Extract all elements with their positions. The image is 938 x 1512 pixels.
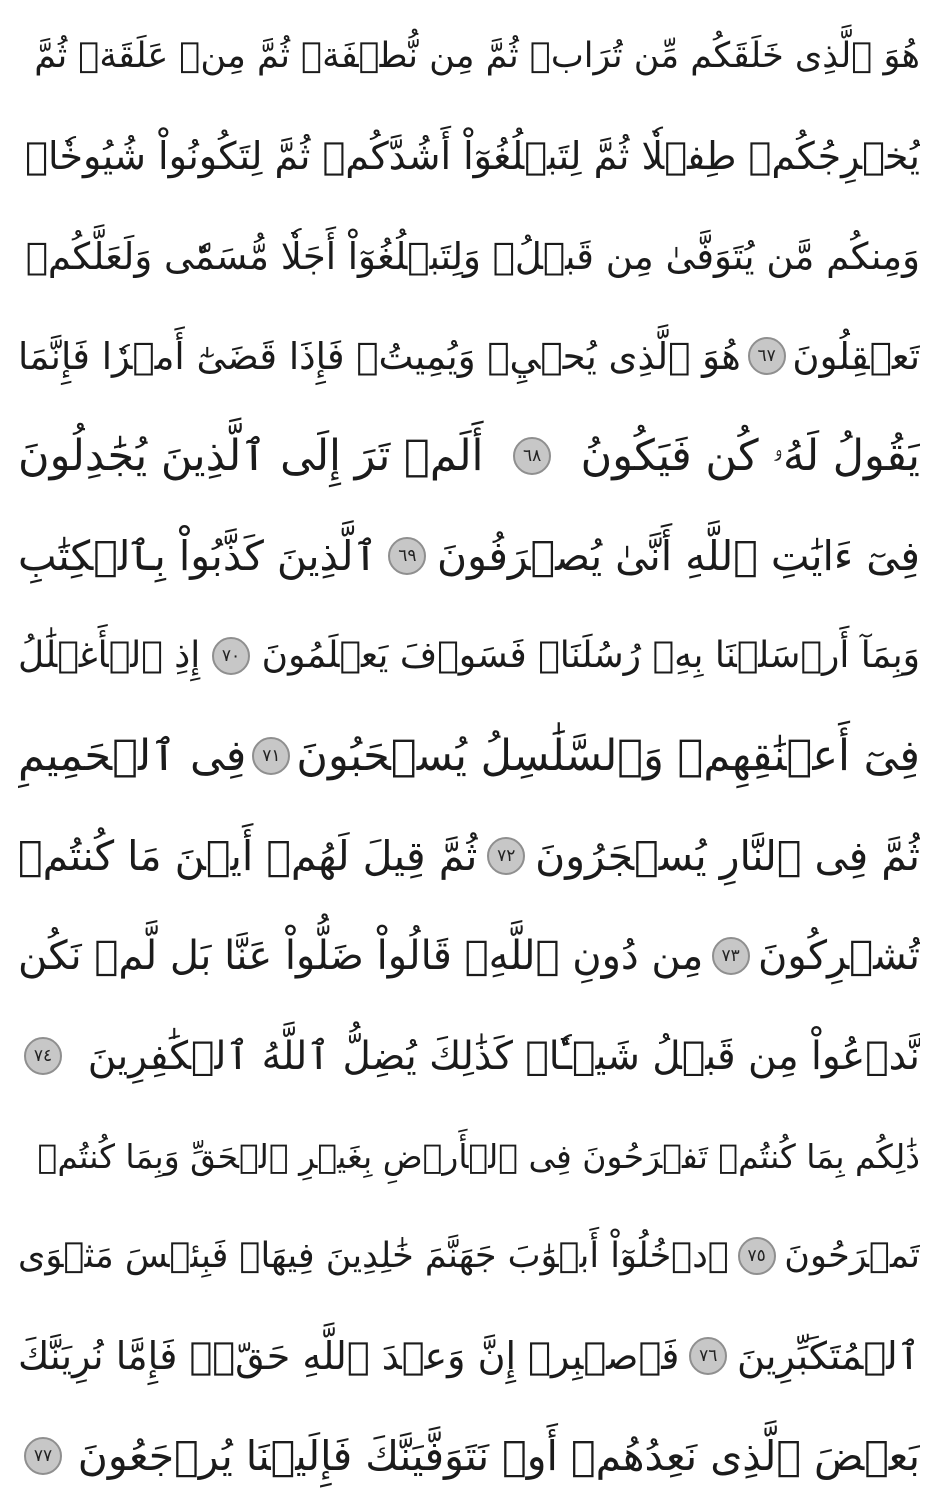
text-line-6 — [18, 506, 920, 606]
line-text: فِىٓ أَعۡنَٰقِهِمۡ وَٱلسَّلَٰسِلُ يُسۡحَبُونَ — [296, 730, 920, 781]
line-text: يُخۡرِجُكُمۡ طِفۡلٗا ثُمَّ لِتَبۡلُغُوٓاْ أَشُدَّكُمۡ ثُمَّ لِتَكُونُواْ شُيُوخٗاۚ — [25, 134, 920, 178]
line-text: فِىٓ ءَايَٰتِ ٱللَّهِ أَنَّىٰ يُصۡرَفُونَ — [437, 531, 920, 580]
ayah-number-marker: ٦٨ — [513, 437, 551, 475]
line-text: تُشۡرِكُونَ — [758, 933, 920, 979]
line-text: ٱدۡخُلُوٓاْ أَبۡوَٰبَ جَهَنَّمَ خَٰلِدِينَ فِيهَاۖ فَبِئۡسَ مَثۡوَى — [18, 1235, 729, 1276]
text-line-13 — [18, 1206, 920, 1306]
text-line-14 — [18, 1306, 920, 1406]
line-text: وَبِمَآ أَرۡسَلۡنَا بِهِۦ رُسُلَنَاۖ فَسَوۡفَ يَعۡلَمُونَ — [261, 635, 920, 676]
text-line-3 — [18, 206, 920, 306]
line-text: فِى ٱلۡحَمِيمِ — [18, 730, 247, 781]
ayah-number-marker: ٧٦ — [689, 1337, 727, 1375]
line-text: فَٱصۡبِرۡ إِنَّ وَعۡدَ ٱللَّهِ حَقّٞۚ فَإِمَّا نُرِيَنَّكَ — [18, 1334, 680, 1378]
line-text: ٱلَّذِينَ كَذَّبُواْ بِٱلۡكِتَٰبِ — [18, 531, 378, 580]
line-text: نَّدۡعُواْ مِن قَبۡلُ شَيۡـٔٗاۚ كَذَٰلِكَ يُضِلُّ ٱللَّهُ ٱلۡكَٰفِرِينَ — [87, 1033, 920, 1079]
ayah-number-marker: ٧٥ — [738, 1237, 776, 1275]
line-text: أَلَمۡ تَرَ إِلَى ٱلَّذِينَ يُجَٰدِلُونَ — [18, 430, 484, 481]
line-text: ٱلۡمُتَكَبِّرِينَ — [736, 1334, 920, 1378]
line-text: إِذِ ٱلۡأَغۡلَٰلُ — [18, 635, 201, 676]
line-text: تَعۡقِلُونَ — [792, 334, 920, 378]
text-line-7 — [18, 606, 920, 706]
line-text: ثُمَّ قِيلَ لَهُمۡ أَيۡنَ مَا كُنتُمۡ — [18, 831, 478, 880]
text-line-12 — [18, 1106, 920, 1206]
text-line-9 — [18, 806, 920, 906]
verse-lines — [18, 6, 920, 1506]
line-text: هُوَ ٱلَّذِى خَلَقَكُم مِّن تُرَابٖ ثُمَّ مِن نُّطۡفَةٖ ثُمَّ مِنۡ عَلَقَةٖ ثُمَّ — [34, 35, 920, 76]
line-text: مِن دُونِ ٱللَّهِۖ قَالُواْ ضَلُّواْ عَنَّا بَل لَّمۡ نَكُن — [18, 933, 704, 979]
text-line-5 — [18, 406, 920, 506]
ayah-number-marker: ٦٧ — [748, 337, 786, 375]
ayah-number-marker: ٧٧ — [24, 1437, 62, 1475]
line-text: وَمِنكُم مَّن يُتَوَفَّىٰ مِن قَبۡلُۖ وَلِتَبۡلُغُوٓاْ أَجَلٗا مُّسَمّٗى وَلَعَلَّكُمۡ — [25, 234, 920, 278]
text-line-15 — [18, 1406, 920, 1506]
ayah-number-marker: ٧٣ — [712, 937, 750, 975]
ayah-number-marker: ٧٠ — [212, 637, 250, 675]
text-line-2 — [18, 106, 920, 206]
ayah-number-marker: ٧٢ — [487, 837, 525, 875]
text-line-10 — [18, 906, 920, 1006]
text-line-8 — [18, 706, 920, 806]
ayah-number-marker: ٧١ — [252, 737, 290, 775]
text-line-4 — [18, 306, 920, 406]
line-text: هُوَ ٱلَّذِى يُحۡيِۦ وَيُمِيتُۖ فَإِذَا قَضَىٰٓ أَمۡرٗا فَإِنَّمَا — [18, 334, 741, 378]
line-text: بَعۡضَ ٱلَّذِى نَعِدُهُمۡ أَوۡ نَتَوَفَّيَنَّكَ فَإِلَيۡنَا يُرۡجَعُونَ — [77, 1431, 920, 1480]
ayah-number-marker: ٦٩ — [388, 537, 426, 575]
line-text: ذَٰلِكُم بِمَا كُنتُمۡ تَفۡرَحُونَ فِى ٱلۡأَرۡضِ بِغَيۡرِ ٱلۡحَقِّ وَبِمَا كُنتُمۡ — [37, 1136, 920, 1176]
line-text: يَقُولُ لَهُۥ كُن فَيَكُونُ — [580, 430, 920, 481]
text-line-11 — [18, 1006, 920, 1106]
line-text: تَمۡرَحُونَ — [784, 1235, 920, 1276]
line-text: ثُمَّ فِى ٱلنَّارِ يُسۡجَرُونَ — [535, 831, 920, 880]
text-line-1 — [18, 6, 920, 106]
ayah-number-marker: ٧٤ — [24, 1037, 62, 1075]
